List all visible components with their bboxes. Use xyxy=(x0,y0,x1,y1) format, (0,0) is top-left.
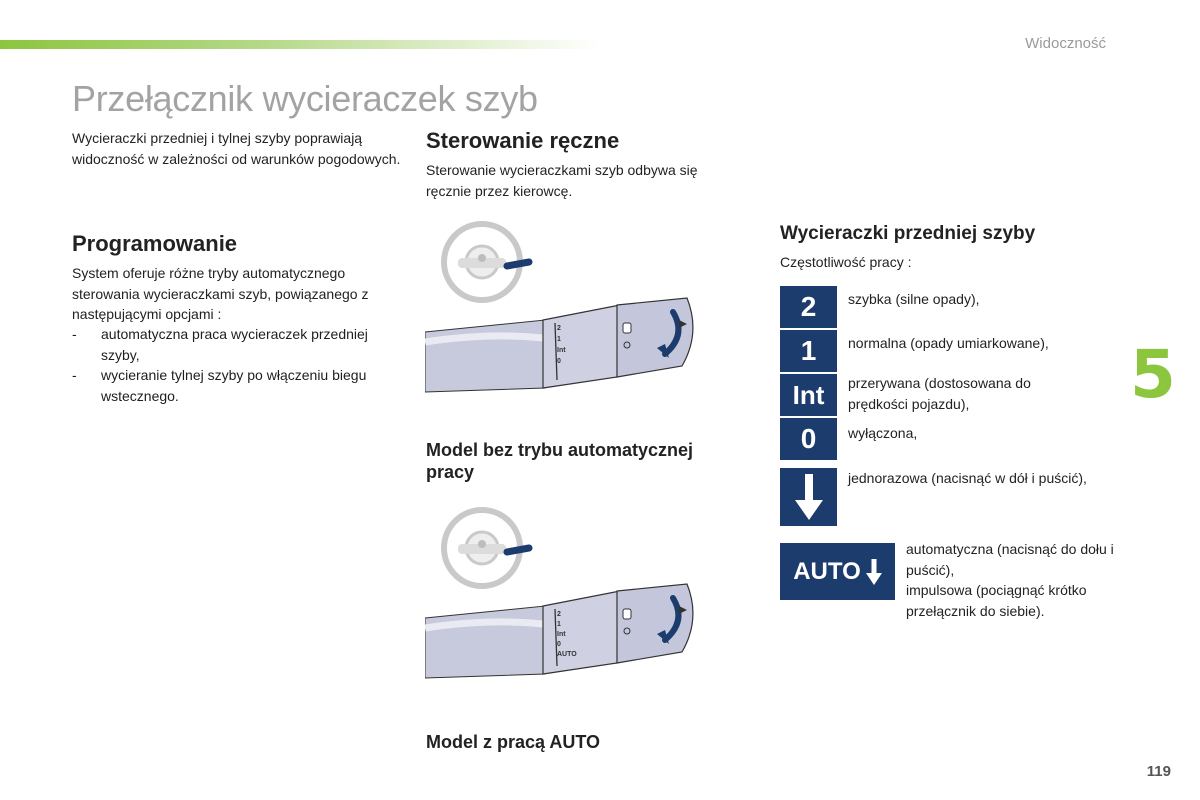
auto-label: AUTO xyxy=(793,557,861,585)
mode-normal-desc: normalna (opady umiarkowane), xyxy=(848,335,1049,351)
chapter-number: 5 xyxy=(1130,336,1176,413)
stalk-label: AUTO xyxy=(557,651,577,658)
mode-fast-symbol: 2 xyxy=(780,286,837,328)
stalk-label: 0 xyxy=(557,358,561,365)
mode-single-symbol xyxy=(780,468,837,526)
down-arrow-icon xyxy=(866,559,882,585)
mode-auto-symbol xyxy=(780,543,895,600)
mode-intermittent-desc: przerywana (dostosowana do prędkości pojazdu), xyxy=(848,375,1031,412)
caption-no-auto: Model bez trybu automatycznej pracy xyxy=(426,440,694,482)
frequency-label: Częstotliwość pracy : xyxy=(780,254,912,270)
front-wipers-heading: Wycieraczki przedniej szyby xyxy=(780,223,1036,244)
stalk-label: 2 xyxy=(557,611,561,618)
down-arrow-icon xyxy=(794,474,824,520)
page-title: Przełącznik wycieraczek szyb xyxy=(72,78,538,119)
stalk-label: 2 xyxy=(557,325,561,332)
mode-off-desc: wyłączona, xyxy=(848,425,918,441)
programming-heading: Programowanie xyxy=(72,231,238,256)
section-label: Widoczność xyxy=(1025,35,1106,52)
stalk-label: Int xyxy=(557,631,566,638)
auto-desc-1: automatyczna (nacisnąć do dołu i puścić), xyxy=(906,541,1114,578)
steering-wheel-icon xyxy=(444,510,520,586)
auto-desc-2: impulsowa (pociągnąć krótko przełącznik do siebie). xyxy=(906,582,1087,619)
stalk-label: 1 xyxy=(557,621,561,628)
mode-auto-desc xyxy=(906,539,1116,621)
caption-auto: Model z pracą AUTO xyxy=(426,732,601,752)
page-number: 119 xyxy=(1146,763,1171,780)
mode-normal-symbol: 1 xyxy=(780,330,837,372)
manual-heading: Sterowanie ręczne xyxy=(426,128,620,153)
wiper-stalk-auto-illustration xyxy=(425,506,705,681)
manual-text: Sterowanie wycieraczkami szyb odbywa się ręcznie przez kierowcę. xyxy=(426,162,698,199)
stalk-label: 0 xyxy=(557,641,561,648)
header-accent-bar xyxy=(0,40,600,49)
list-item: - automatyczna praca wycieraczek przedniej szyby, xyxy=(72,326,368,363)
mode-fast-desc: szybka (silne opady), xyxy=(848,291,980,307)
intro-text: Wycieraczki przedniej i tylnej szyby poprawiają widoczność w zależności od warunków pogodowych. xyxy=(72,130,401,167)
programming-text: System oferuje różne tryby automatycznego sterowania wycieraczkami szyb, powiązanego z następującymi opcjami : xyxy=(72,265,369,322)
mode-single-desc: jednorazowa (nacisnąć w dół i puścić), xyxy=(848,470,1087,486)
programming-options xyxy=(72,324,402,406)
steering-wheel-icon xyxy=(444,224,520,300)
mode-off-symbol: 0 xyxy=(780,418,837,460)
mode-intermittent-symbol: Int xyxy=(780,374,837,416)
stalk-label: Int xyxy=(557,347,566,354)
list-item: - wycieranie tylnej szyby po włączeniu biegu wstecznego. xyxy=(72,367,367,404)
stalk-label: 1 xyxy=(557,336,561,343)
wiper-stalk-illustration xyxy=(425,220,705,395)
